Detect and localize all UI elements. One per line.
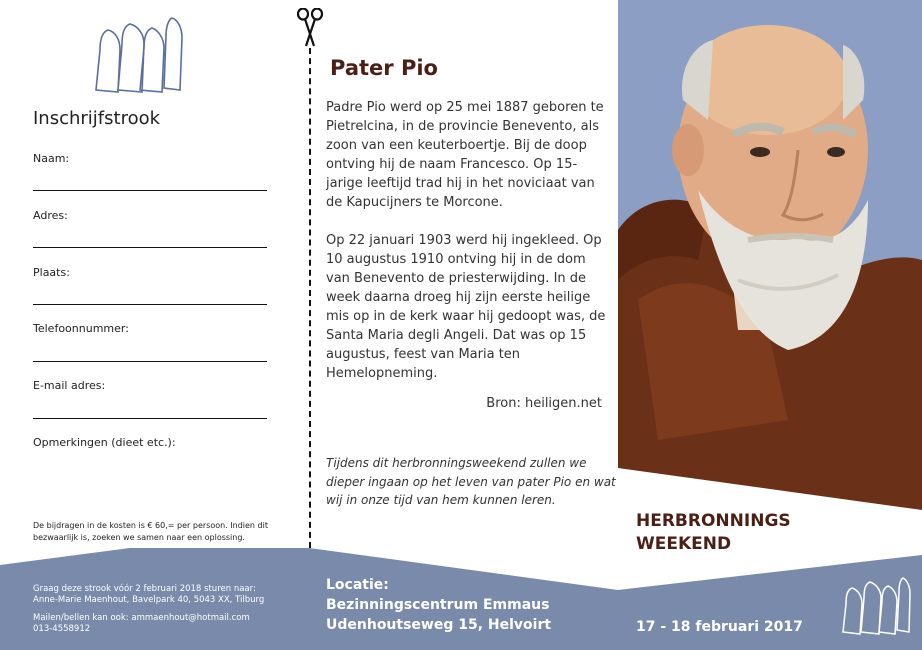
field-label-adres: Adres:	[33, 209, 68, 222]
monks-logo-icon-footer	[838, 572, 912, 636]
location-name: Bezinningscentrum Emmaus	[326, 597, 550, 613]
event-title	[636, 510, 791, 556]
field-line-naam[interactable]	[33, 190, 267, 191]
field-label-opmerkingen: Opmerkingen (dieet etc.):	[33, 436, 176, 449]
location-block	[326, 575, 551, 635]
article-paragraph-2: Op 22 januari 1903 werd hij ingekleed. Op 10 augustus 1910 ontving hij in de dom van Benevento de priesterwijding. In de week daarna droeg hij zijn eerste heilige mis op in de kerk waar hij gedoopt was, de Santa Maria degli Angeli. Dat was op 15 augustus, feest van Maria ten Hemelopneming.	[326, 233, 606, 381]
location-label: Locatie:	[326, 577, 389, 593]
field-label-plaats: Plaats:	[33, 266, 70, 279]
mail-line-2: 013-4558912	[33, 624, 91, 634]
event-title-line-1: HERBRONNINGS	[636, 511, 791, 531]
field-line-adres[interactable]	[33, 247, 267, 248]
weekend-intro: Tijdens dit herbronningsweekend zullen we dieper ingaan op het leven van pater Pio en wat wij in onze tijd van hem kunnen leren.	[326, 456, 616, 507]
form-title: Inschrijfstrook	[33, 108, 161, 129]
send-line-1: Graag deze strook vóór 2 februari 2018 sturen naar:	[33, 584, 256, 594]
field-label-telefoon: Telefoonnummer:	[33, 322, 129, 335]
field-line-plaats[interactable]	[33, 304, 267, 305]
mail-line-1: Mailen/bellen kan ook: ammaenhout@hotmail.com	[33, 613, 250, 623]
send-instructions	[33, 584, 264, 635]
cost-note: De bijdragen in de kosten is € 60,= per persoon. Indien dit bezwaarlijk is, zoeken we samen naar een oplossing.	[33, 521, 268, 542]
article-source: Bron: heiligen.net	[486, 396, 602, 411]
field-line-telefoon[interactable]	[33, 361, 267, 362]
field-label-naam: Naam:	[33, 152, 70, 165]
scissors-icon	[295, 8, 325, 48]
event-date: 17 - 18 februari 2017	[636, 619, 803, 635]
event-title-line-2: WEEKEND	[636, 534, 732, 554]
monks-logo-icon	[88, 10, 184, 96]
field-line-email[interactable]	[33, 418, 267, 419]
send-line-2: Anne-Marie Maenhout, Bavelpark 40, 5043 XX, Tilburg	[33, 595, 265, 605]
cut-line	[309, 48, 311, 548]
article-paragraph-1: Padre Pio werd op 25 mei 1887 geboren te Pietrelcina, in de provincie Benevento, als zoon van een keuterboertje. Bij de doop ontving hij de naam Francesco. Op 15-jarige leeftijd trad hij in het noviciaat van de Kapucijners te Morcone.	[326, 100, 604, 210]
field-label-email: E-mail adres:	[33, 379, 106, 392]
location-address: Udenhoutseweg 15, Helvoirt	[326, 617, 552, 633]
article-title: Pater Pio	[330, 56, 438, 80]
